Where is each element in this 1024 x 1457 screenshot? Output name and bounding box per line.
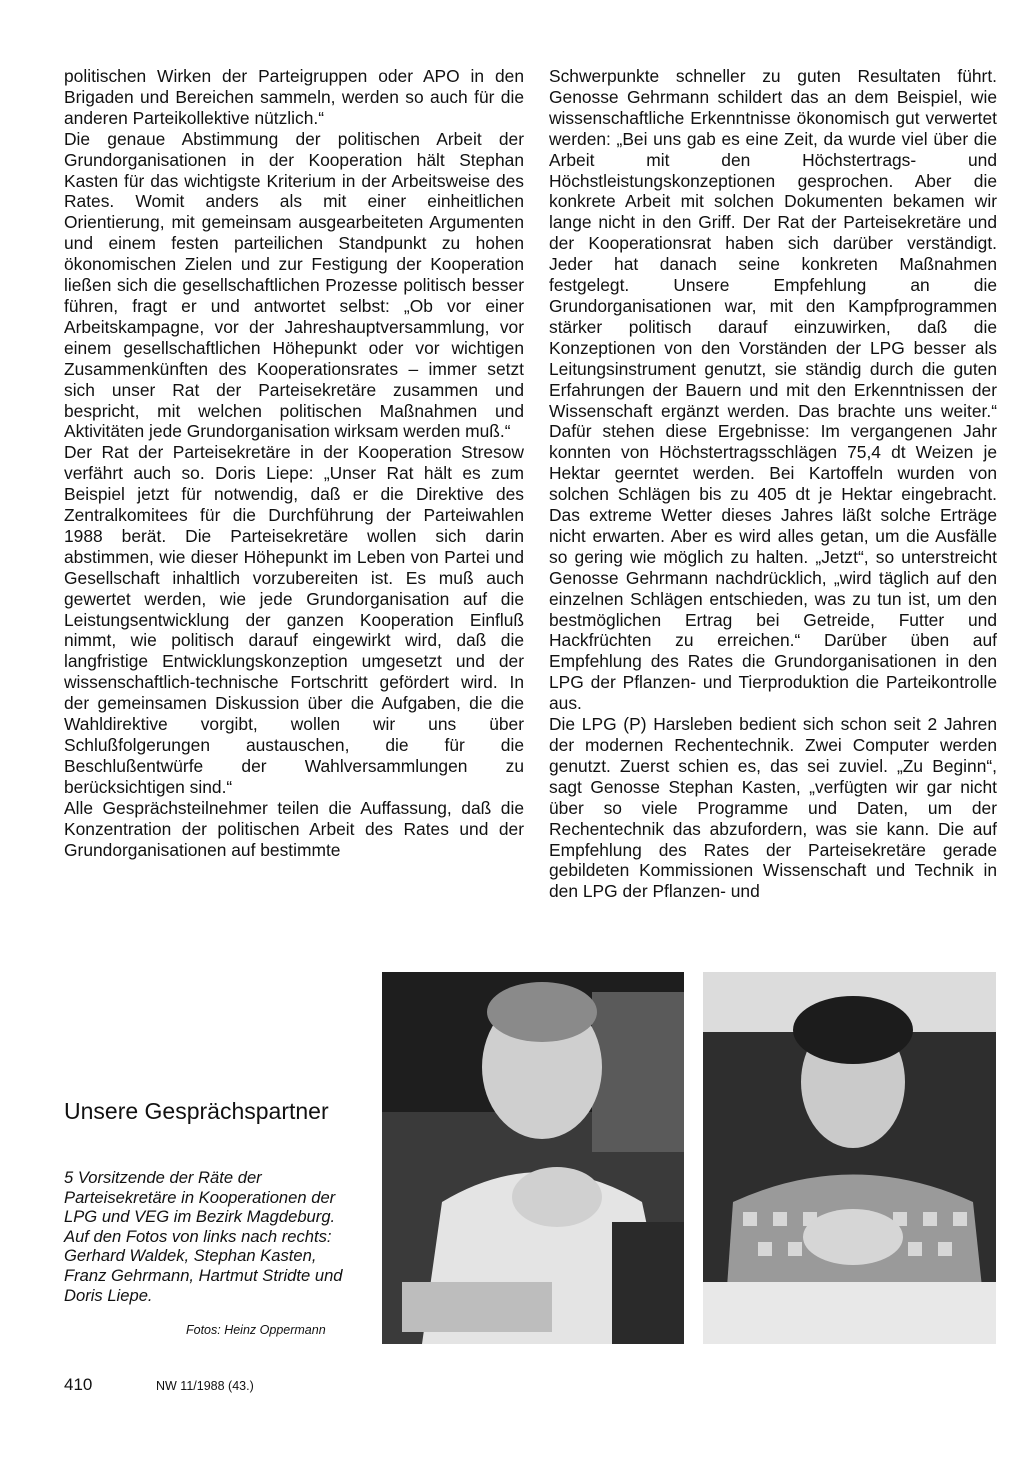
portrait-photo-2 [703, 972, 996, 1344]
paragraph: Die LPG (P) Harsleben bedient sich schon seit 2 Jahren der modernen Rechentechnik. Zwei Computer werden genutzt. Zuerst schien es, das sei zuviel. „Zu Beginn“, sagt Genosse Stephan Kasten, „verfügten wir gar nicht über so viele Programme und Daten, um der Rechentechnik das abzufordern, was sie kann. Die auf Empfehlung des Rates der Parteisekretäre gerade gebildeten Kommissionen Wissenschaft und Technik in den LPG der Pflanzen- und [549, 714, 997, 902]
caption-title: Unsere Gesprächspartner [64, 1098, 329, 1124]
photo-credit: Fotos: Heinz Oppermann [186, 1323, 326, 1337]
paragraph: politischen Wirken der Parteigruppen oder APO in den Brigaden und Bereichen sammeln, werden so auch für die anderen Parteikollektive nützlich.“ [64, 66, 524, 128]
portrait-photo-1 [382, 972, 684, 1344]
paragraph: Der Rat der Parteisekretäre in der Kooperation Stresow verfährt auch so. Doris Liepe: „Unser Rat hält es zum Beispiel jetzt für notwendig, daß er die Direktive des Zentralkomitees für die Durchführung der Parteiwahlen 1988 berät. Die Parteisekretäre wollen sich darin abstimmen, wie dieser Höhepunkt im Leben von Partei und Gesellschaft inhaltlich vorzubereiten ist. Es muß auch gewertet werden, wie jede Grundorganisation auf die Leistungsentwicklung der ganzen Kooperation Einfluß nimmt, wie politisch darauf eingewirkt wird, daß die langfristige Entwicklungskonzeption umgesetzt und der wissenschaftlich-technische Fortschritt gefördert wird. In der gemeinsamen Diskussion über die Aufgaben, die die Wahldirektive vorgibt, wollen wir uns über Schlußfolgerungen austauschen, die für die Beschlußentwürfe der Wahlversammlungen zu berücksichtigen sind.“ [64, 442, 524, 797]
portrait-photo-2-image [703, 972, 996, 1344]
portrait-photo-1-image [382, 972, 684, 1344]
paragraph: Schwerpunkte schneller zu guten Resultaten führt. Genosse Gehrmann schildert das an dem Beispiel, wie wissenschaftliche Erkenntnisse ökonomisch gut verwertet werden: „Bei uns gab es eine Zeit, da wurde viel über die Arbeit mit den Höchstertrags- und Höchstleistungskonzeptionen gesprochen. Aber die konkrete Arbeit mit solchen Dokumenten bekamen wir lange nicht in den Griff. Der Rat der Parteisekretäre und der Kooperationsrat haben sich darüber verständigt. Jeder hat danach seine konkreten Maßnahmen festgelegt. Unsere Empfehlung an die Grundorganisationen war, mit den Kampfprogrammen stärker politisch darauf einzuwirken, daß die Konzeptionen von den Vorständen der LPG besser als Leitungsinstrument genutzt, sie ständig durch die guten Erfahrungen der Bauern und mit den Erkenntnissen der Wissenschaft ergänzt werden. Das brachte uns weiter.“ Dafür stehen diese Ergebnisse: Im vergangenen Jahr konnten von Höchstertragsschlägen 75,4 dt Weizen je Hektar geerntet werden. Bei Kartoffeln wurden von solchen Schlägen bis zu 405 dt je Hektar eingebracht. Das extreme Wetter dieses Jahres läßt solche Erträge nicht erwarten. Aber es wird alles getan, um die Ausfälle so gering wie möglich zu halten. „Jetzt“, so unterstreicht Genosse Gehrmann nachdrücklich, „wird täglich auf den einzelnen Schlägen entschieden, was zu tun ist, um den bestmöglichen Ertrag bei Getreide, Futter und Hackfrüchten zu erreichen.“ Darüber üben auf Empfehlung des Rates die Grundorganisationen in den LPG der Pflanzen- und Tierproduktion die Parteikontrolle aus. [549, 66, 997, 714]
article-column-left [64, 66, 524, 860]
article-column-right [549, 66, 997, 902]
paragraph: Die genaue Abstimmung der politischen Arbeit der Grundorganisationen in der Kooperation hält Stephan Kasten für das wichtigste Kriterium in der Arbeitsweise des Rates. Womit anders als mit einer einheitlichen Orientierung, mit gemeinsam ausgearbeiteten Argumenten und einem festen parteilichen Standpunkt zu hohen ökonomischen Zielen und zur Festigung der Kooperation ließen sich die gesellschaftlichen Prozesse politisch besser führen, fragt er und antwortet selbst: „Ob vor einer Arbeitskampagne, vor der Jahreshauptversammlung, vor einem gesellschaftlichen Höhepunkt oder vor wichtigen Zusammenkünften des Kooperationsrates – immer setzt sich unser Rat der Parteisekretäre zusammen und bespricht, mit welchen politischen Maßnahmen und Aktivitäten jede Grundorganisation wirksam werden muß.“ [64, 128, 524, 442]
paragraph: Alle Gesprächsteilnehmer teilen die Auffassung, daß die Konzentration der politischen Arbeit des Rates und der Grundorganisationen auf bestimmte [64, 797, 524, 860]
journal-reference: NW 11/1988 (43.) [156, 1379, 254, 1393]
caption-text: 5 Vorsitzende der Räte der Parteisekretäre in Kooperationen der LPG und VEG im Bezirk Magdeburg. Auf den Fotos von links nach rechts: Gerhard Waldek, Stephan Kasten, Franz Gehrmann, Hartmut Stridte und Doris Liepe. [64, 1168, 343, 1305]
page-number: 410 [64, 1375, 93, 1394]
